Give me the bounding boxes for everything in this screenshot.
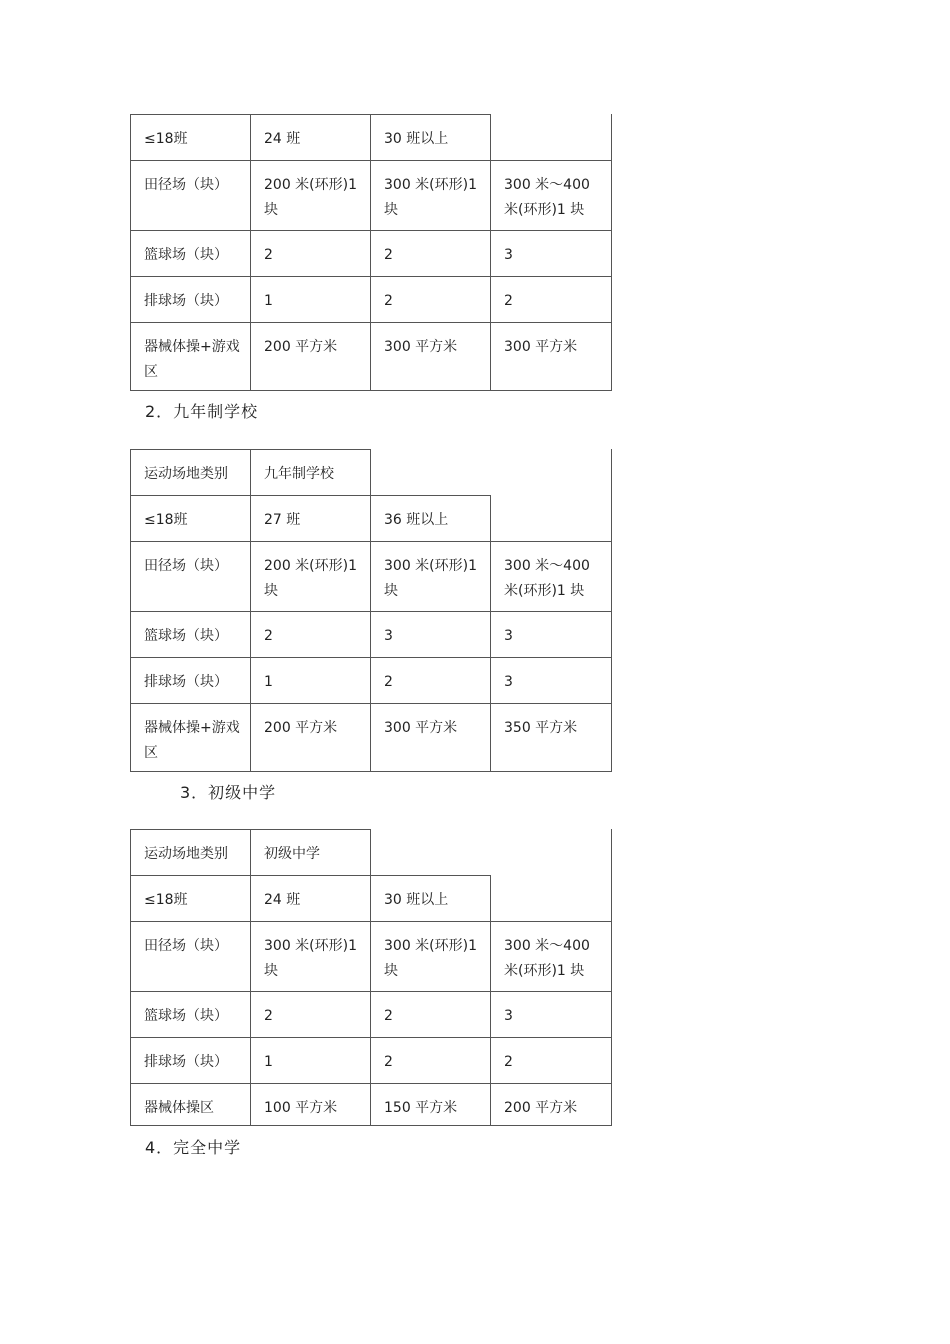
table-cell: 300 米(环形)1 块 xyxy=(370,541,491,612)
table-cell: 200 平方米 xyxy=(250,703,371,772)
table-cell: 3 xyxy=(490,230,612,277)
table-cell: 3 xyxy=(370,611,491,658)
table-cell: 300 平方米 xyxy=(490,322,612,391)
table-cell: 2 xyxy=(490,1037,612,1084)
table-cell: 3 xyxy=(490,611,612,658)
table-cell: 2 xyxy=(250,991,371,1038)
table-cell: 27 班 xyxy=(250,495,371,542)
table-cell: 2 xyxy=(370,276,491,323)
table-cell: 2 xyxy=(250,230,371,277)
table-cell: 30 班以上 xyxy=(370,875,491,922)
table-cell: 初级中学 xyxy=(250,829,371,876)
table-cell: 150 平方米 xyxy=(370,1083,491,1126)
table-cell: 2 xyxy=(490,276,612,323)
table-cell: 300 平方米 xyxy=(370,703,491,772)
table-cell: ≤18班 xyxy=(130,114,251,161)
table-cell: 24 班 xyxy=(250,875,371,922)
table-cell: 田径场（块） xyxy=(130,160,251,231)
table-cell: 300 米(环形)1 块 xyxy=(250,921,371,992)
table-cell: 2 xyxy=(370,991,491,1038)
table-cell: 2 xyxy=(370,657,491,704)
table-junior-middle-school xyxy=(130,829,612,1126)
table-cell: 1 xyxy=(250,1037,371,1084)
table-cell: 300 米(环形)1 块 xyxy=(370,921,491,992)
table-nine-year-school xyxy=(130,449,612,772)
table-cell: 200 米(环形)1 块 xyxy=(250,160,371,231)
table-cell: 2 xyxy=(250,611,371,658)
table-cell: 24 班 xyxy=(250,114,371,161)
table-cell: 运动场地类别 xyxy=(130,449,251,496)
section-heading-nine-year-school: 2．九年制学校 xyxy=(145,402,259,421)
table-cell: 排球场（块） xyxy=(130,276,251,323)
table-cell: 200 平方米 xyxy=(250,322,371,391)
table-cell: 36 班以上 xyxy=(370,495,491,542)
table-cell: 2 xyxy=(370,230,491,277)
table-cell: 运动场地类别 xyxy=(130,829,251,876)
table-cell: 100 平方米 xyxy=(250,1083,371,1126)
table-cell: 篮球场（块） xyxy=(130,611,251,658)
table-cell: 2 xyxy=(370,1037,491,1084)
table-cell: ≤18班 xyxy=(130,495,251,542)
table-cell: 3 xyxy=(490,657,612,704)
table-cell: 排球场（块） xyxy=(130,657,251,704)
table-cell: 300 米～400 米(环形)1 块 xyxy=(490,160,612,231)
table-cell: 器械体操+游戏区 xyxy=(130,703,251,772)
table-cell: 350 平方米 xyxy=(490,703,612,772)
table-cell: 30 班以上 xyxy=(370,114,491,161)
table-cell: 200 平方米 xyxy=(490,1083,612,1126)
table-cell: 篮球场（块） xyxy=(130,230,251,277)
table-cell: 300 米～400 米(环形)1 块 xyxy=(490,921,612,992)
table-cell: ≤18班 xyxy=(130,875,251,922)
table-cell: 排球场（块） xyxy=(130,1037,251,1084)
table-cell: 300 米～400 米(环形)1 块 xyxy=(490,541,612,612)
table-cell: 300 平方米 xyxy=(370,322,491,391)
table-cell: 1 xyxy=(250,657,371,704)
table-cell: 200 米(环形)1 块 xyxy=(250,541,371,612)
table-cell: 篮球场（块） xyxy=(130,991,251,1038)
table-cell: 器械体操+游戏区 xyxy=(130,322,251,391)
table-primary-school xyxy=(130,114,612,391)
table-cell: 3 xyxy=(490,991,612,1038)
table-cell: 九年制学校 xyxy=(250,449,371,496)
table-cell: 田径场（块） xyxy=(130,921,251,992)
section-heading-complete-middle-school: 4．完全中学 xyxy=(145,1138,242,1157)
table-cell: 田径场（块） xyxy=(130,541,251,612)
table-cell: 1 xyxy=(250,276,371,323)
section-heading-junior-middle-school: 3．初级中学 xyxy=(180,783,277,802)
table-cell: 器械体操区 xyxy=(130,1083,251,1126)
table-cell: 300 米(环形)1 块 xyxy=(370,160,491,231)
